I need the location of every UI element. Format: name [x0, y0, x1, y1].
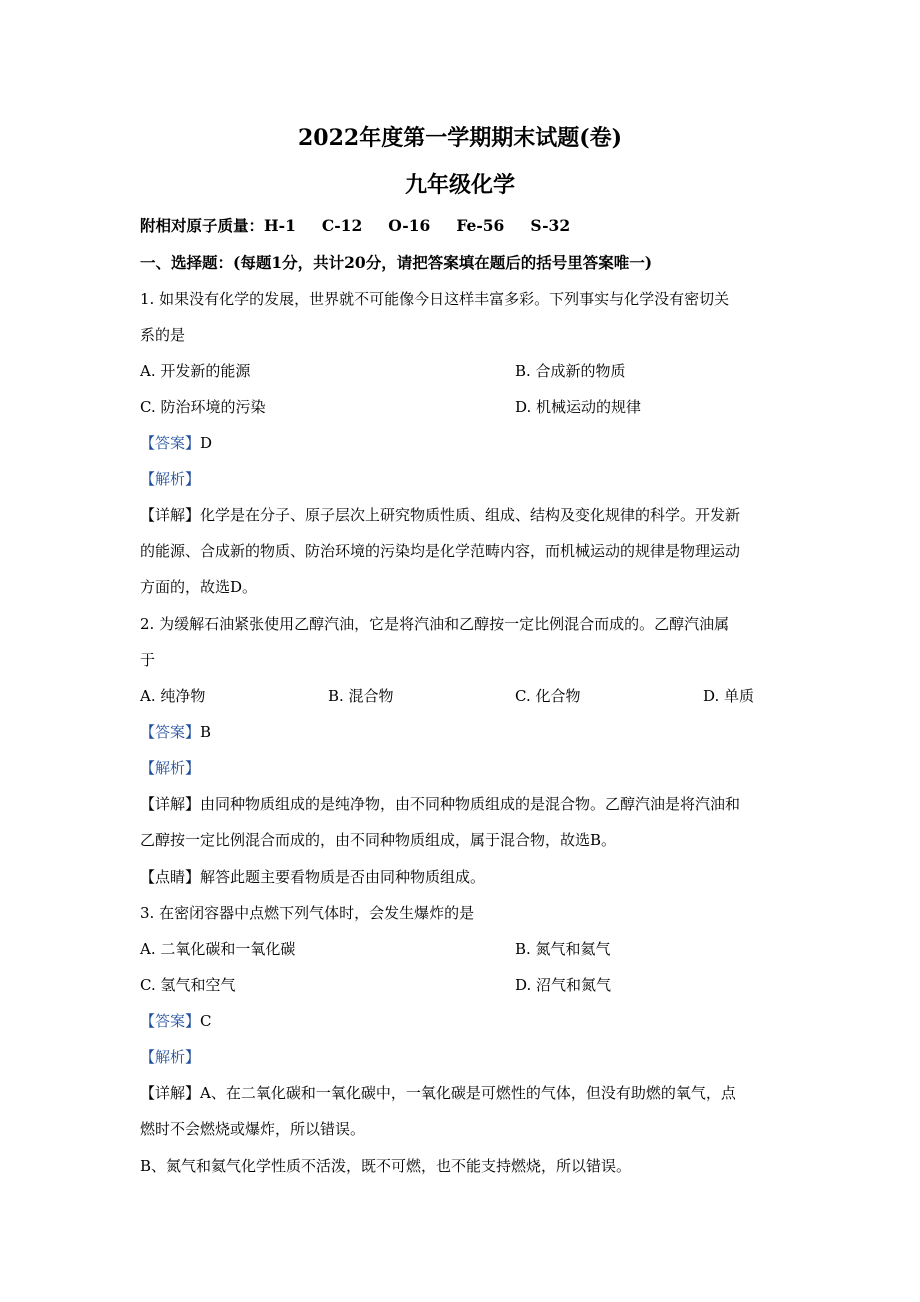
answer-label: 【答案】	[140, 1012, 201, 1030]
q2-option-a: A. 纯净物	[140, 687, 206, 705]
q2-option-b: B. 混合物	[328, 687, 394, 705]
detail-label: 【详解】	[140, 1084, 201, 1102]
q3-detail-text1: A、在二氧化碳和一氧化碳中，一氧化碳是可燃性的气体，但没有助燃的氧气，点	[200, 1084, 736, 1102]
q3-option-a: A. 二氧化碳和一氧化碳	[140, 940, 296, 958]
q1-answer: D	[200, 434, 213, 452]
q3-detail-line3: B、氮气和氦气化学性质不活泼，既不可燃，也不能支持燃烧，所以错误。	[140, 1157, 632, 1175]
q3-detail-line1	[140, 1083, 736, 1103]
detail-label: 【详解】	[140, 795, 201, 813]
atomic-mass-s: S-32	[530, 216, 571, 235]
atomic-mass-fe: Fe-56	[456, 216, 505, 235]
atomic-mass-line	[140, 216, 570, 236]
answer-label: 【答案】	[140, 723, 201, 741]
q1-option-b: B. 合成新的物质	[515, 362, 626, 380]
q2-detail-line2: 乙醇按一定比例混合而成的，由不同种物质组成，属于混合物，故选B。	[140, 831, 617, 849]
exam-subtitle: 九年级化学	[404, 172, 515, 198]
q2-option-c: C. 化合物	[515, 687, 581, 705]
atomic-mass-label: 附相对原子质量：	[140, 216, 265, 235]
q2-tip-text: 解答此题主要看物质是否由同种物质组成。	[200, 868, 486, 886]
tip-label: 【点睛】	[140, 868, 201, 886]
q1-detail-line3: 方面的，故选D。	[140, 578, 258, 596]
q2-answer: B	[200, 723, 212, 741]
detail-label: 【详解】	[140, 506, 201, 524]
q3-option-b: B. 氮气和氦气	[515, 940, 611, 958]
q1-detail-line2: 的能源、合成新的物质、防治环境的污染均是化学范畴内容，而机械运动的规律是物理运动	[140, 542, 741, 560]
q3-detail-line2: 燃时不会燃烧或爆炸，所以错误。	[140, 1120, 366, 1138]
exam-title: 2022年度第一学期期末试题(卷)	[297, 125, 623, 151]
q3-option-c: C. 氢气和空气	[140, 976, 236, 994]
q3-answer-line	[140, 1011, 212, 1031]
q2-option-d: D. 单质	[703, 687, 755, 705]
q2-answer-line	[140, 722, 211, 742]
q1-stem-line1: 1. 如果没有化学的发展，世界就不可能像今日这样丰富多彩。下列事实与化学没有密切关	[140, 290, 730, 308]
q2-stem-line2: 于	[140, 651, 156, 669]
q1-option-c: C. 防治环境的污染	[140, 398, 266, 416]
q2-detail-text1: 由同种物质组成的是纯净物，由不同种物质组成的是混合物。乙醇汽油是将汽油和	[200, 795, 741, 813]
q1-answer-line	[140, 433, 212, 453]
q1-option-a: A. 开发新的能源	[140, 362, 251, 380]
q2-detail-line1	[140, 794, 740, 814]
atomic-mass-h: H-1	[264, 216, 296, 235]
q2-analysis-label: 【解析】	[140, 759, 201, 777]
section-heading: 一、选择题：(每题1分，共计20分，请把答案填在题后的括号里答案唯一)	[140, 253, 653, 272]
q3-option-d: D. 沼气和氮气	[515, 976, 612, 994]
answer-label: 【答案】	[140, 434, 201, 452]
atomic-mass-c: C-12	[321, 216, 363, 235]
q1-stem-line2: 系的是	[140, 326, 186, 344]
q1-detail-line1	[140, 505, 740, 525]
q1-analysis-label: 【解析】	[140, 470, 201, 488]
q2-tip-line	[140, 867, 485, 887]
q1-option-d: D. 机械运动的规律	[515, 398, 642, 416]
q3-answer: C	[200, 1012, 212, 1030]
atomic-mass-o: O-16	[388, 216, 431, 235]
q3-analysis-label: 【解析】	[140, 1048, 201, 1066]
q1-detail-text1: 化学是在分子、原子层次上研究物质性质、组成、结构及变化规律的科学。开发新	[200, 506, 741, 524]
q3-stem: 3. 在密闭容器中点燃下列气体时，会发生爆炸的是	[140, 904, 475, 922]
q2-stem-line1: 2. 为缓解石油紧张使用乙醇汽油，它是将汽油和乙醇按一定比例混合而成的。乙醇汽油属	[140, 615, 730, 633]
